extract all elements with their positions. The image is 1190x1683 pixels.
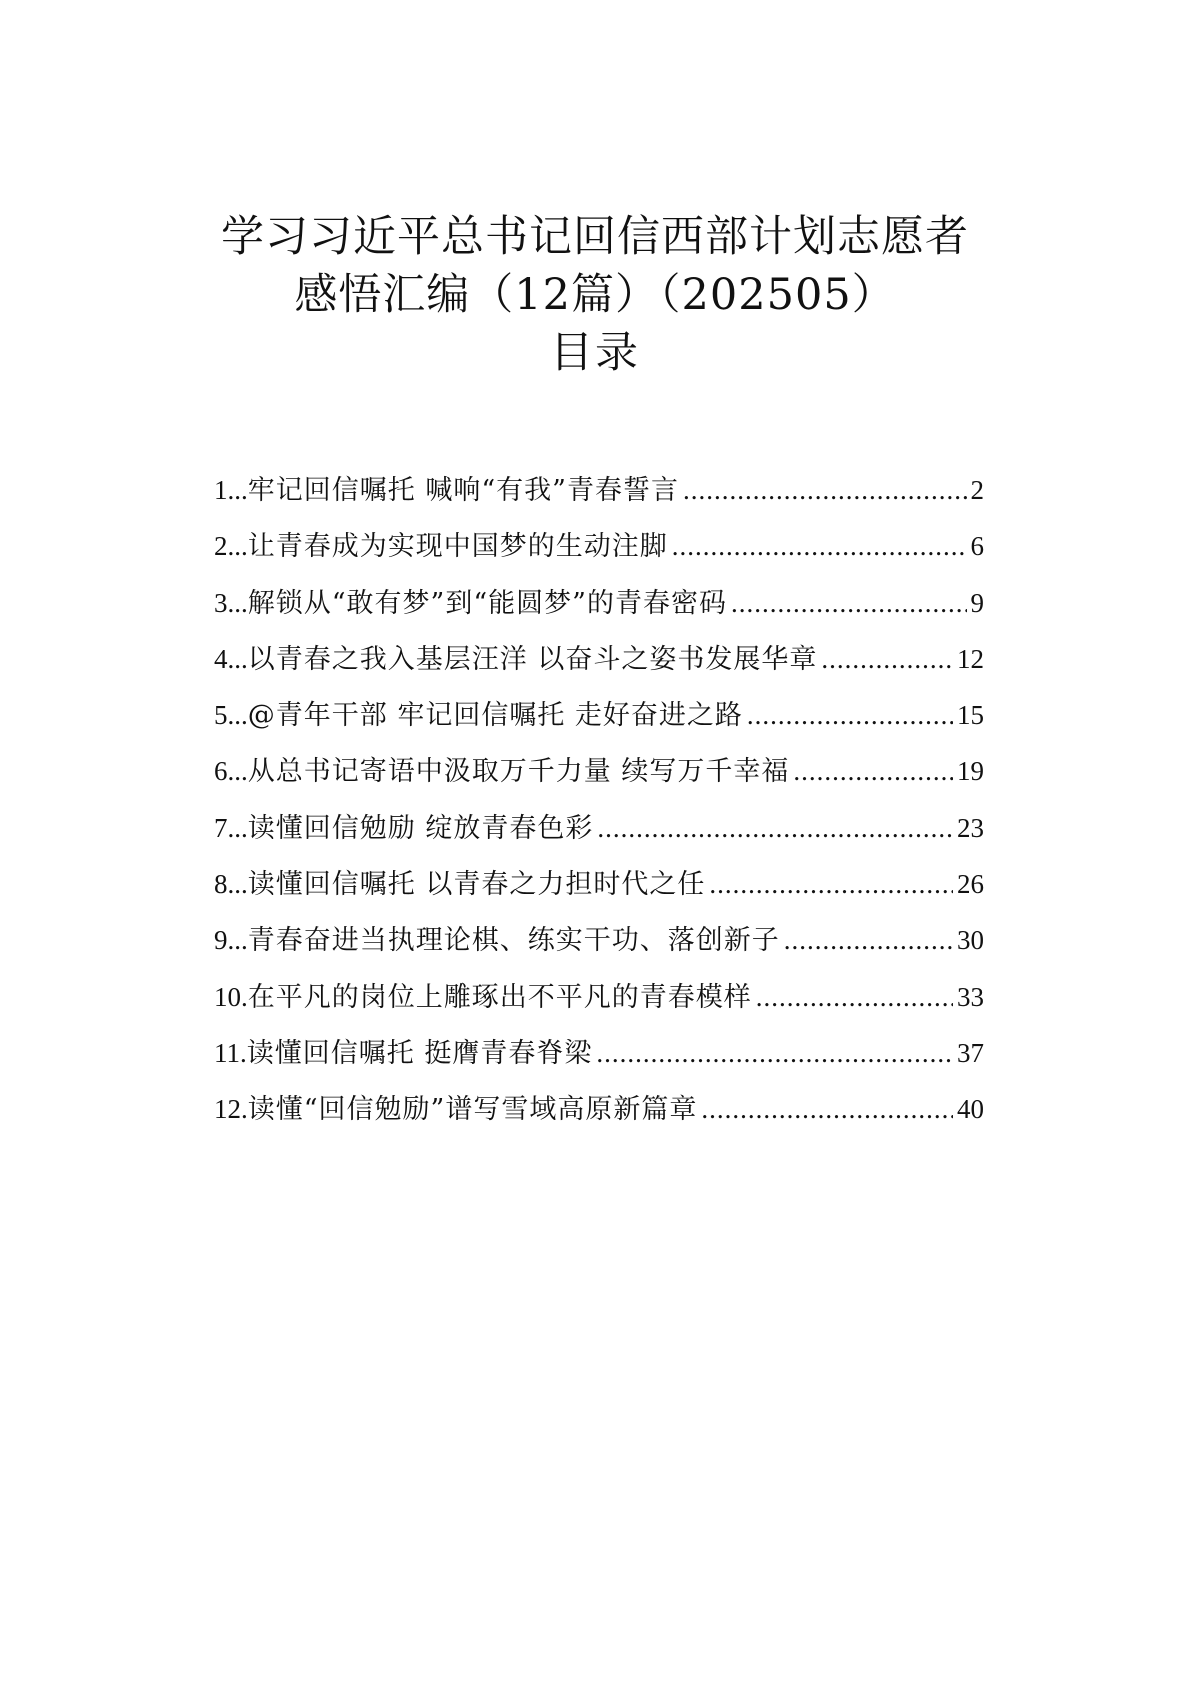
toc-entry[interactable] — [214, 575, 984, 631]
toc-entry-title: 读懂回信嘱托 挺膺青春脊梁 — [246, 1037, 593, 1069]
toc-dot-leader — [821, 631, 953, 687]
document-header — [0, 208, 1190, 382]
toc-entry-title: 让青春成为实现中国梦的生动注脚 — [247, 531, 668, 563]
toc-dot-leader — [597, 800, 953, 856]
toc-entry[interactable] — [214, 687, 984, 743]
toc-dot-leader — [709, 856, 953, 912]
toc-entry-number: 1... — [214, 475, 248, 505]
toc-entry-title: 读懂回信嘱托 以青春之力担时代之任 — [247, 869, 706, 901]
toc-entry-number: 7... — [214, 812, 248, 843]
document-title-line1: 学习习近平总书记回信西部计划志愿者 — [221, 212, 969, 262]
toc-entry-title: 解锁从“敢有梦”到“能圆梦”的青春密码 — [247, 587, 727, 619]
toc-entry-number: 11. — [214, 1037, 247, 1068]
toc-entry-title: 在平凡的岗位上雕琢出不平凡的青春模样 — [247, 981, 752, 1013]
toc-entry-number: 12. — [214, 1094, 248, 1125]
toc-entry-page: 9 — [970, 587, 984, 618]
toc-entry[interactable] — [214, 462, 984, 518]
toc-entry[interactable] — [214, 800, 984, 856]
toc-dot-leader — [683, 462, 967, 518]
toc-entry-page: 15 — [957, 700, 984, 731]
toc-entry-page: 23 — [957, 812, 984, 843]
toc-entry-title: 青春奋进当执理论棋、练实干功、落创新子 — [247, 925, 780, 957]
toc-dot-leader — [731, 575, 967, 631]
toc-entry-page: 26 — [957, 869, 984, 900]
toc-entry-number: 3... — [214, 587, 248, 618]
toc-entry-number: 4... — [214, 643, 248, 674]
toc-heading: 目录 — [550, 328, 640, 378]
toc-entry[interactable] — [214, 1081, 984, 1137]
toc-entry-page: 6 — [970, 531, 984, 562]
toc-entry-number: 10. — [214, 981, 248, 1012]
toc-entry-page: 30 — [957, 925, 984, 956]
toc-entry-title: 从总书记寄语中汲取万千力量 续写万千幸福 — [247, 756, 790, 788]
toc-entry[interactable] — [214, 518, 984, 574]
toc-entry-number: 5... — [214, 700, 248, 731]
toc-entry-number: 9... — [214, 925, 248, 956]
toc-entry-number: 6... — [214, 756, 248, 787]
toc-entry-title: 读懂“回信勉励”谱写雪域高原新篇章 — [247, 1094, 698, 1126]
toc-dot-leader — [701, 1081, 953, 1137]
toc-entry[interactable] — [214, 743, 984, 799]
toc-dot-leader — [672, 518, 967, 574]
toc-entry-page: 33 — [957, 981, 984, 1012]
toc-entry-title: 以青春之我入基层汪洋 以奋斗之姿书发展华章 — [247, 643, 818, 675]
toc-entry[interactable] — [214, 969, 984, 1025]
toc-dot-leader — [747, 687, 953, 743]
toc-dot-leader — [596, 1025, 953, 1081]
toc-entry-page: 2 — [970, 475, 984, 505]
toc-entry-number: 2... — [214, 531, 248, 562]
toc-entry[interactable] — [214, 631, 984, 687]
toc-entry-title: 读懂回信勉励 绽放青春色彩 — [247, 812, 594, 844]
toc-dot-leader — [756, 969, 953, 1025]
toc-entry-page: 37 — [957, 1037, 984, 1068]
document-title-line2: 感悟汇编（12篇）（202505） — [294, 270, 896, 320]
toc-entry-page: 19 — [957, 756, 984, 787]
toc-dot-leader — [793, 743, 953, 799]
toc-entry-number: 8... — [214, 869, 248, 900]
toc-entry-page: 40 — [957, 1094, 984, 1125]
toc-entry[interactable] — [214, 1025, 984, 1081]
table-of-contents — [214, 462, 984, 1138]
toc-entry-title: @青年干部 牢记回信嘱托 走好奋进之路 — [247, 700, 743, 732]
toc-entry[interactable] — [214, 912, 984, 968]
toc-dot-leader — [784, 912, 953, 968]
toc-entry[interactable] — [214, 856, 984, 912]
toc-entry-page: 12 — [957, 643, 984, 674]
toc-entry-title: 牢记回信嘱托 喊响“有我”青春誓言 — [247, 475, 679, 506]
